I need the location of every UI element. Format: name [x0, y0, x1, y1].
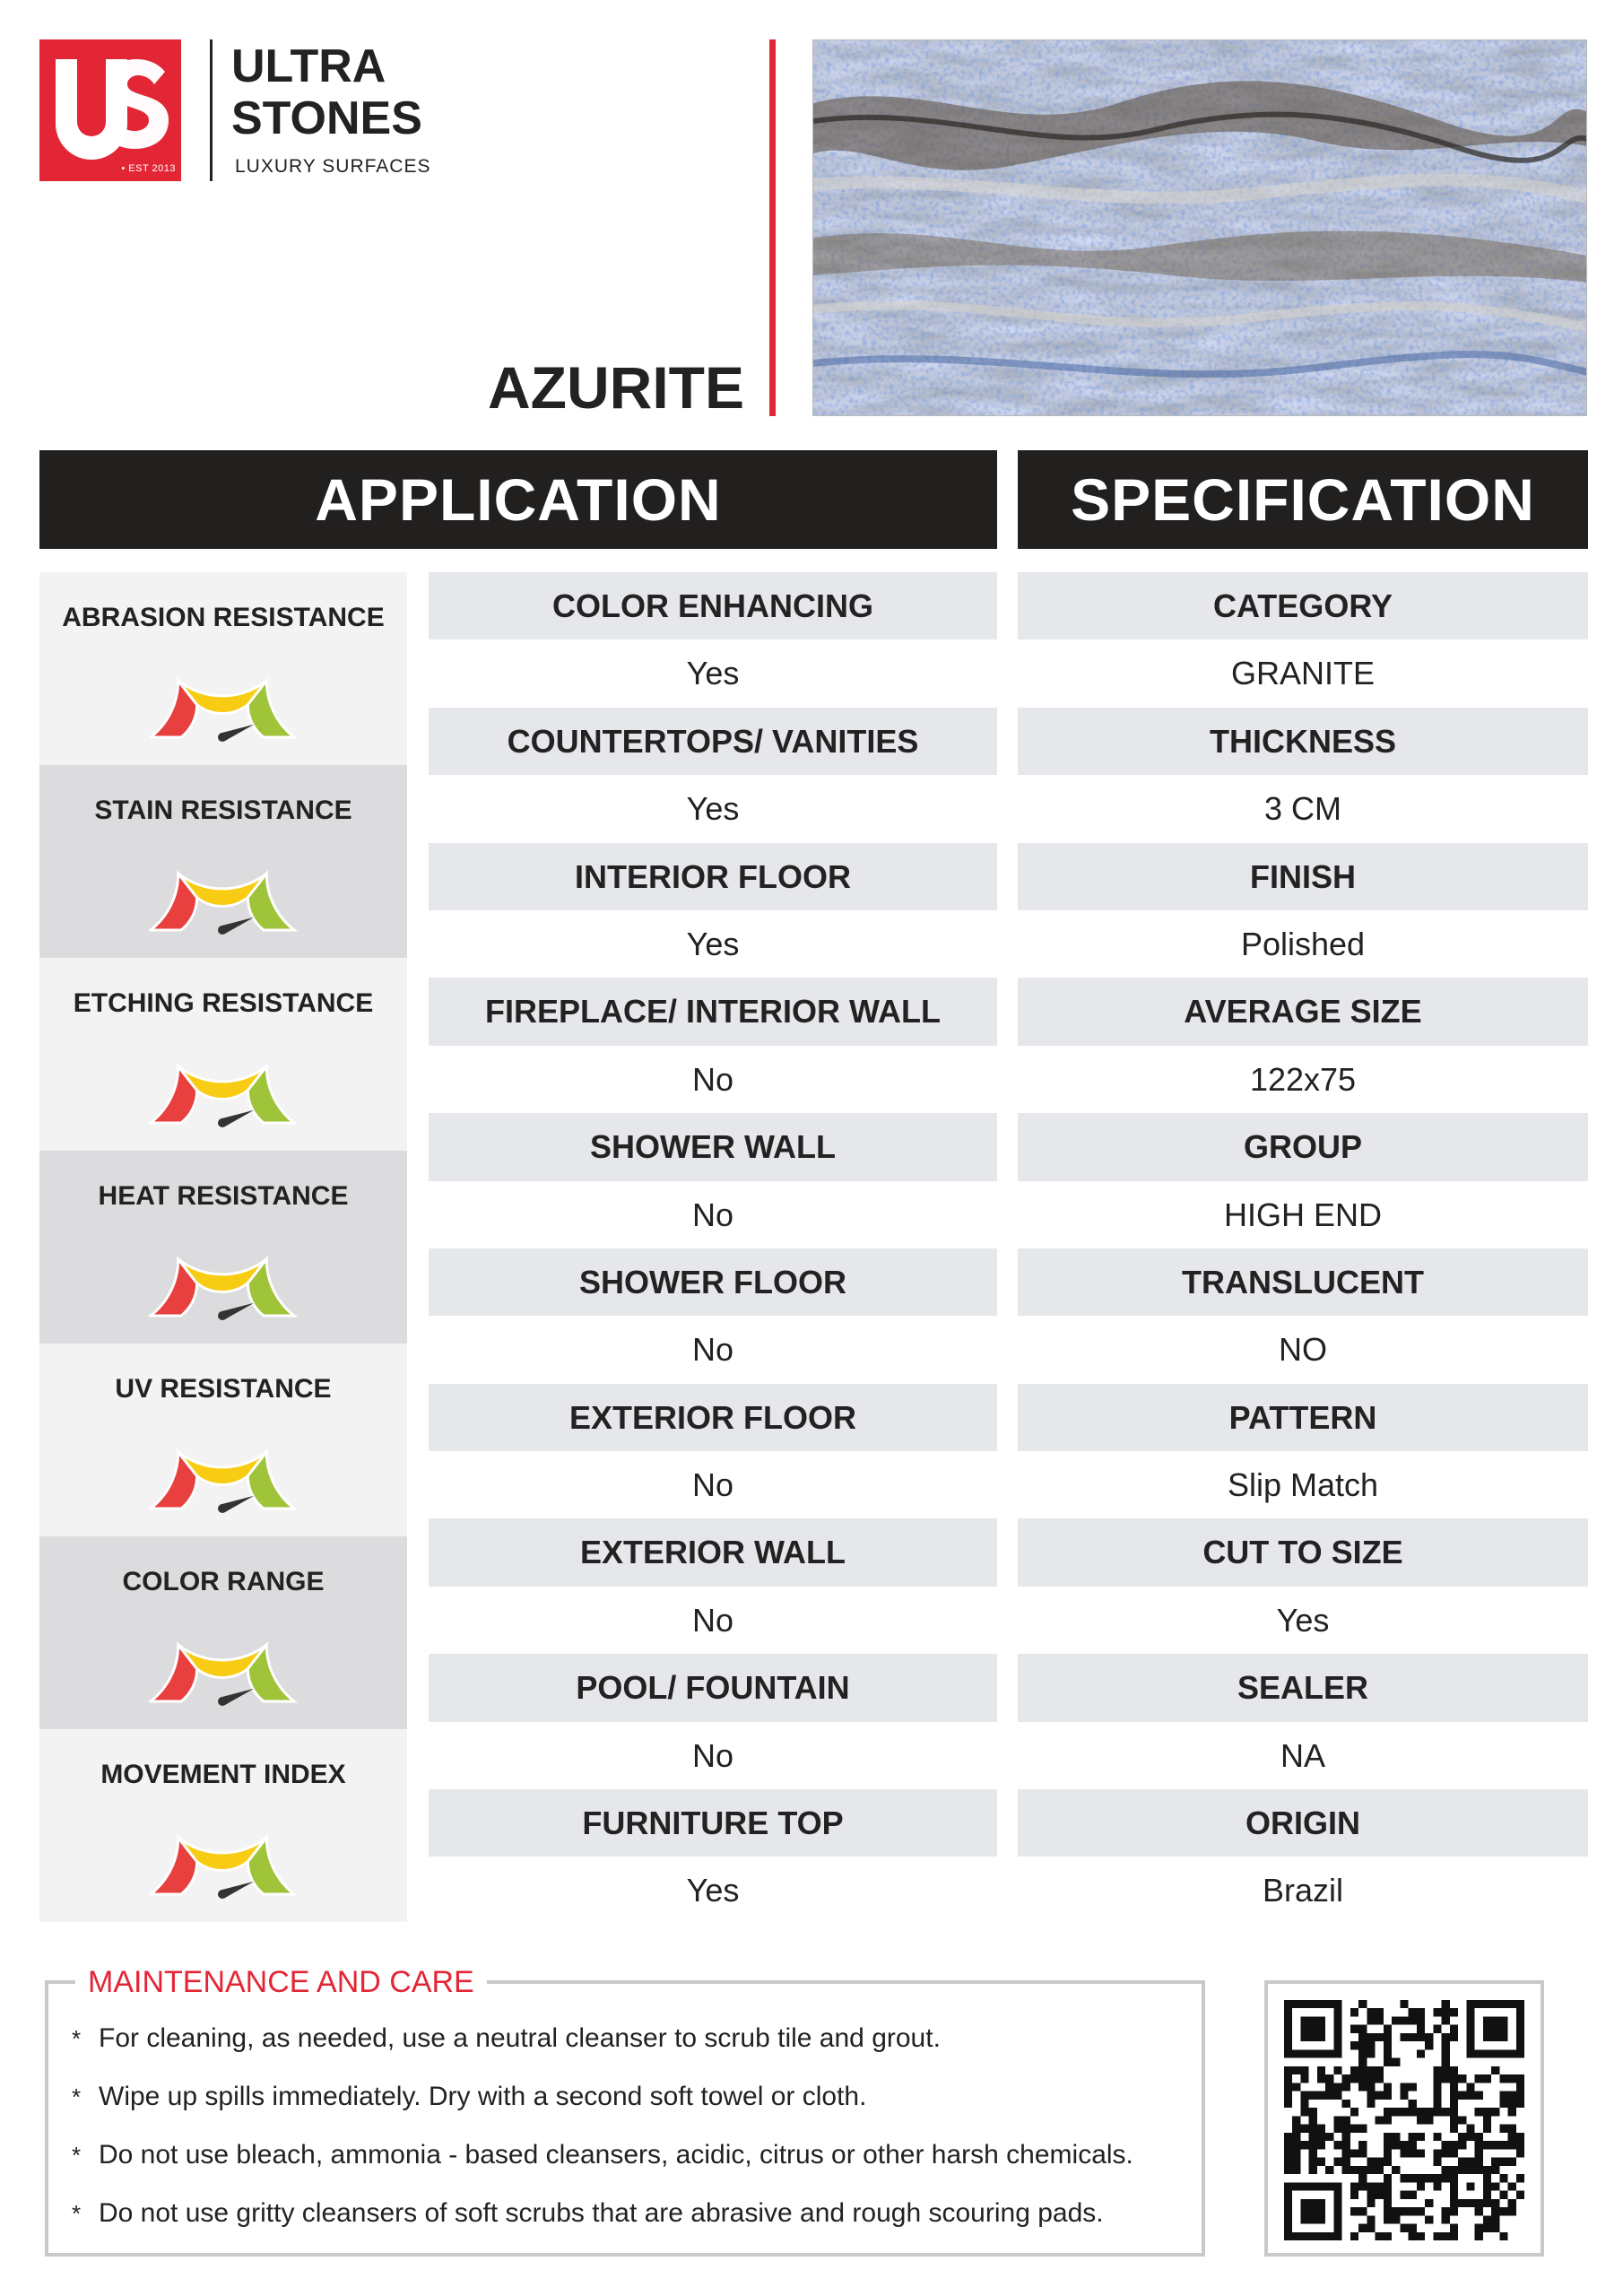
ratings-column — [39, 572, 407, 1922]
application-label: SHOWER WALL — [429, 1113, 997, 1180]
application-value: No — [429, 1451, 997, 1518]
accent-bar — [769, 39, 776, 416]
application-table — [429, 572, 997, 1925]
application-label: FIREPLACE/ INTERIOR WALL — [429, 978, 997, 1045]
application-label: COUNTERTOPS/ VANITIES — [429, 708, 997, 775]
qr-code-icon — [1284, 2000, 1524, 2240]
qr-code[interactable] — [1264, 1980, 1544, 2257]
specification-label: SEALER — [1018, 1654, 1588, 1721]
product-name: AZURITE — [488, 354, 744, 421]
specification-value: Yes — [1018, 1587, 1588, 1654]
specification-label: ORIGIN — [1018, 1789, 1588, 1857]
care-list — [72, 2023, 1193, 2257]
specification-table — [1018, 572, 1588, 1925]
brand-name-line2: STONES — [231, 92, 422, 144]
maintenance-care-box — [45, 1965, 1205, 2257]
bullet-icon: * — [72, 2142, 82, 2169]
specification-value: NA — [1018, 1722, 1588, 1789]
specification-value: Slip Match — [1018, 1451, 1588, 1518]
gauge-icon — [149, 662, 298, 747]
specification-label: TRANSLUCENT — [1018, 1248, 1588, 1316]
brand-tagline: LUXURY SURFACES — [235, 156, 431, 177]
rating-label: HEAT RESISTANCE — [98, 1181, 349, 1211]
application-label: SHOWER FLOOR — [429, 1248, 997, 1316]
logo-est-text: • EST 2013 — [121, 163, 176, 174]
application-value: No — [429, 1046, 997, 1113]
specification-value: Brazil — [1018, 1857, 1588, 1924]
gauge-icon — [149, 1819, 298, 1904]
application-label: FURNITURE TOP — [429, 1789, 997, 1857]
logo-divider — [210, 39, 213, 181]
application-label: POOL/ FOUNTAIN — [429, 1654, 997, 1721]
specification-value: GRANITE — [1018, 639, 1588, 707]
brand-name-line1: ULTRA — [231, 40, 386, 92]
application-label: INTERIOR FLOOR — [429, 843, 997, 910]
specification-label: FINISH — [1018, 843, 1588, 910]
application-value: Yes — [429, 639, 997, 707]
application-value: Yes — [429, 1857, 997, 1924]
rating-label: MOVEMENT INDEX — [100, 1760, 346, 1789]
specification-value: 3 CM — [1018, 775, 1588, 842]
rating-abrasion-resistance — [39, 572, 407, 765]
rating-label: STAIN RESISTANCE — [94, 796, 352, 825]
bullet-icon: * — [72, 2200, 82, 2227]
specification-header: SPECIFICATION — [1018, 450, 1588, 549]
care-item: * Do not use gritty cleansers of soft scrubs that are abrasive and rough scouring pads. — [72, 2198, 1104, 2228]
rating-uv-resistance — [39, 1344, 407, 1536]
specification-label: PATTERN — [1018, 1384, 1588, 1451]
rating-stain-resistance — [39, 765, 407, 958]
application-value: Yes — [429, 775, 997, 842]
gauge-icon — [149, 1240, 298, 1326]
rating-etching-resistance — [39, 958, 407, 1151]
application-value: No — [429, 1722, 997, 1789]
application-value: Yes — [429, 910, 997, 978]
specification-label: GROUP — [1018, 1113, 1588, 1180]
gauge-icon — [149, 1626, 298, 1711]
care-item: * For cleaning, as needed, use a neutral cleanser to scrub tile and grout. — [72, 2023, 941, 2053]
specification-value: Polished — [1018, 910, 1588, 978]
granite-slab-photo — [812, 39, 1587, 416]
rating-label: ETCHING RESISTANCE — [73, 988, 374, 1018]
rating-label: COLOR RANGE — [122, 1567, 325, 1596]
specification-value: HIGH END — [1018, 1181, 1588, 1248]
application-label: COLOR ENHANCING — [429, 572, 997, 639]
us-monogram-icon — [39, 39, 181, 181]
care-item: * Wipe up spills immediately. Dry with a second soft towel or cloth. — [72, 2082, 867, 2111]
application-value: No — [429, 1316, 997, 1383]
rating-label: UV RESISTANCE — [115, 1374, 332, 1404]
bullet-icon: * — [72, 2025, 82, 2052]
specification-label: CUT TO SIZE — [1018, 1518, 1588, 1586]
bullet-icon: * — [72, 2083, 82, 2110]
specification-label: AVERAGE SIZE — [1018, 978, 1588, 1045]
specification-label: THICKNESS — [1018, 708, 1588, 775]
rating-label: ABRASION RESISTANCE — [62, 603, 385, 632]
specification-value: NO — [1018, 1316, 1588, 1383]
gauge-icon — [149, 855, 298, 940]
rating-color-range — [39, 1536, 407, 1729]
application-value: No — [429, 1181, 997, 1248]
rating-heat-resistance — [39, 1151, 407, 1344]
logo — [39, 39, 181, 181]
application-label: EXTERIOR FLOOR — [429, 1384, 997, 1451]
application-value: No — [429, 1587, 997, 1654]
care-title: MAINTENANCE AND CARE — [75, 1964, 487, 2000]
care-item: * Do not use bleach, ammonia - based cleansers, acidic, citrus or other harsh chemicals. — [72, 2140, 1133, 2170]
gauge-icon — [149, 1048, 298, 1133]
specification-value: 122x75 — [1018, 1046, 1588, 1113]
gauge-icon — [149, 1433, 298, 1518]
application-header: APPLICATION — [39, 450, 997, 549]
application-label: EXTERIOR WALL — [429, 1518, 997, 1586]
specification-label: CATEGORY — [1018, 572, 1588, 639]
rating-movement-index — [39, 1729, 407, 1922]
